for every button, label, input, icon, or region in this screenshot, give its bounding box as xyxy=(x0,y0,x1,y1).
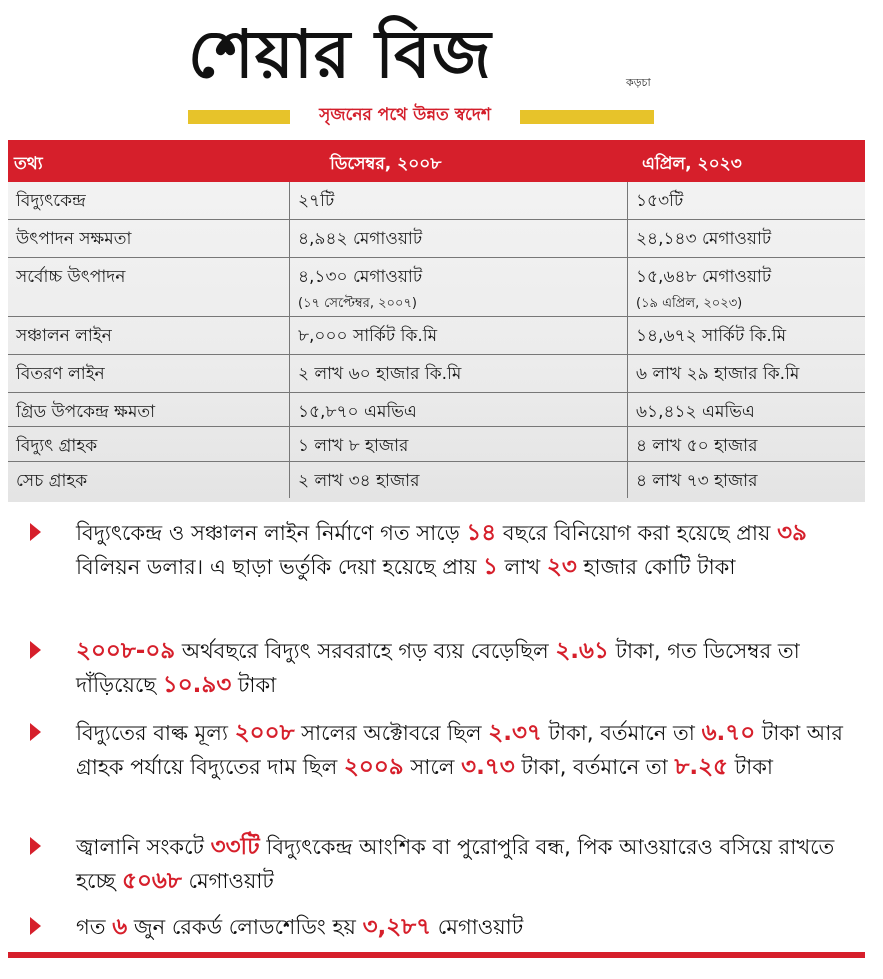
highlight-number: ২.৬১ xyxy=(555,638,609,664)
list-item-text xyxy=(76,910,866,944)
row-label: গ্রিড উপকেন্দ্র ক্ষমতা xyxy=(16,402,156,422)
text: সালের অক্টোবরে ছিল xyxy=(294,721,489,745)
text: লাখ xyxy=(497,555,547,579)
text: অর্থবছরে বিদ্যুৎ সরবরাহে গড় ব্যয় বেড়েছিল xyxy=(175,639,556,663)
list-item xyxy=(30,516,860,618)
table-header xyxy=(8,140,865,182)
tagline: সৃজনের পথে উন্নত স্বদেশ xyxy=(319,105,491,125)
highlight-number: ২৩ xyxy=(546,554,577,580)
row-value-2008: ২ লাখ ৬০ হাজার কি.মি xyxy=(298,364,462,384)
row-value-2008: ১৫,৮৭০ এমভিএ xyxy=(298,402,417,422)
text: জুন রেকর্ড লোডশেডিং হয় xyxy=(127,915,363,939)
value-main: ৪,১৩০ মেগাওয়াট xyxy=(298,267,423,287)
table-row xyxy=(8,427,865,462)
row-value-2023 xyxy=(636,264,771,315)
table-row xyxy=(8,182,865,220)
text: বিদ্যুতের বাল্ক মূল্য xyxy=(76,721,235,745)
masthead xyxy=(0,0,883,140)
highlight-number: ৬.৭০ xyxy=(701,720,756,746)
text: টাকা xyxy=(727,755,773,779)
text: হাজার কোটি টাকা xyxy=(576,555,736,579)
highlight-number: ২০০৯ xyxy=(343,754,404,780)
text: মেগাওয়াট xyxy=(431,915,524,939)
row-label: সেচ গ্রাহক xyxy=(16,471,88,491)
text: জ্বালানি সংকটে xyxy=(76,835,211,859)
tagline-bar-left xyxy=(188,110,290,124)
table-row xyxy=(8,317,865,355)
table-row xyxy=(8,220,865,258)
logo: শেয়ার বিজ xyxy=(188,15,492,93)
row-value-2023: ৪ লাখ ৫০ হাজার xyxy=(636,436,758,456)
bottom-rule xyxy=(8,952,865,958)
text: বিদ্যুৎকেন্দ্র আংশিক বা পুরোপুরি বন্ধ, পিক আওয়ারেও বসিয়ে রাখতে হচ্ছে xyxy=(76,835,835,893)
row-label: বিতরণ লাইন xyxy=(16,364,105,384)
value-date: (১৭ সেপ্টেম্বর, ২০০৭) xyxy=(298,296,417,311)
text: টাকা, বর্তমানে তা xyxy=(541,721,702,745)
logo-subtitle: কড়চা xyxy=(626,76,651,89)
row-label: বিদ্যুৎ গ্রাহক xyxy=(16,436,98,456)
text: বছরে বিনিয়োগ করা হয়েছে প্রায় xyxy=(496,521,778,545)
triangle-bullet-icon xyxy=(30,723,41,741)
value-main: ১৫,৬৪৮ মেগাওয়াট xyxy=(636,267,772,287)
text: টাকা xyxy=(231,673,277,697)
highlight-number: ২০০৮-০৯ xyxy=(76,638,176,664)
row-value-2023: ৬ লাখ ২৯ হাজার কি.মি xyxy=(636,364,800,384)
table-row xyxy=(8,258,865,317)
highlight-number: ১ xyxy=(483,554,498,580)
row-value-2008: ২ লাখ ৩৪ হাজার xyxy=(298,471,420,491)
row-value-2008: ৪,৯৪২ মেগাওয়াট xyxy=(298,229,423,249)
row-label: বিদ্যুৎকেন্দ্র xyxy=(16,191,86,211)
highlight-number: ৩৯ xyxy=(777,520,807,546)
text: টাকা, বর্তমানে তা xyxy=(514,755,675,779)
highlight-number: ৩৩টি xyxy=(210,834,260,860)
highlight-number: ১৪ xyxy=(466,520,497,546)
row-value-2023: ৪ লাখ ৭৩ হাজার xyxy=(636,471,758,491)
triangle-bullet-icon xyxy=(30,523,41,541)
highlight-number: ৩.৭৩ xyxy=(461,754,515,780)
text: টাকা, গত ডিসেম্বর তা দাঁড়িয়েছে xyxy=(76,639,800,697)
highlight-number: ১০.৯৩ xyxy=(162,672,232,698)
table-row xyxy=(8,462,865,498)
header-dec-2008: ডিসেম্বর, ২০০৮ xyxy=(330,154,442,174)
table-row xyxy=(8,355,865,393)
row-value-2008 xyxy=(298,264,422,315)
triangle-bullet-icon xyxy=(30,917,41,935)
text: গত xyxy=(76,915,113,939)
highlight-number: ৬ xyxy=(112,914,128,940)
tagline-bar-right xyxy=(520,110,654,124)
header-info: তথ্য xyxy=(14,154,43,174)
text: সালে xyxy=(403,755,462,779)
list-item-text xyxy=(76,830,866,898)
list-item-text xyxy=(76,634,866,702)
text: বিদ্যুৎকেন্দ্র ও সঞ্চালন লাইন নির্মাণে গত সাড়ে xyxy=(76,521,467,545)
list-item-text xyxy=(76,516,866,584)
row-value-2008: ২৭টি xyxy=(298,191,335,211)
value-date: (১৯ এপ্রিল, ২০২৩) xyxy=(636,296,743,311)
row-value-2008: ১ লাখ ৮ হাজার xyxy=(298,436,409,456)
list-item xyxy=(30,716,860,818)
list-item-text xyxy=(76,716,866,784)
row-label: উৎপাদন সক্ষমতা xyxy=(16,229,132,249)
highlight-number: ২০০৮ xyxy=(234,720,295,746)
highlight-number: ৫০৬৮ xyxy=(122,868,182,894)
list-item xyxy=(30,634,860,702)
row-label: সর্বোচ্চ উৎপাদন xyxy=(16,267,126,287)
text: টাকা আর গ্রাহক পর্যায়ে বিদ্যুতের দাম ছিল xyxy=(76,721,843,779)
row-label: সঞ্চালন লাইন xyxy=(16,326,112,346)
comparison-table xyxy=(8,140,865,502)
list-item xyxy=(30,830,860,898)
text: মেগাওয়াট xyxy=(181,869,274,893)
triangle-bullet-icon xyxy=(30,837,41,855)
highlight-number: ৩,২৮৭ xyxy=(362,914,432,940)
header-apr-2023: এপ্রিল, ২০২৩ xyxy=(642,154,742,174)
row-value-2008: ৮,০০০ সার্কিট কি.মি xyxy=(298,326,438,346)
row-value-2023: ১৫৩টি xyxy=(636,191,684,211)
text: বিলিয়ন ডলার। এ ছাড়া ভর্তুকি দেয়া হয়েছে প্রায় xyxy=(76,555,484,579)
row-value-2023: ৬১,৪১২ এমভিএ xyxy=(636,402,755,422)
list-item xyxy=(30,910,860,946)
highlight-number: ৮.২৫ xyxy=(674,754,728,780)
row-value-2023: ২৪,১৪৩ মেগাওয়াট xyxy=(636,229,772,249)
table-row xyxy=(8,393,865,427)
triangle-bullet-icon xyxy=(30,641,41,659)
row-value-2023: ১৪,৬৭২ সার্কিট কি.মি xyxy=(636,326,787,346)
highlight-number: ২.৩৭ xyxy=(488,720,542,746)
